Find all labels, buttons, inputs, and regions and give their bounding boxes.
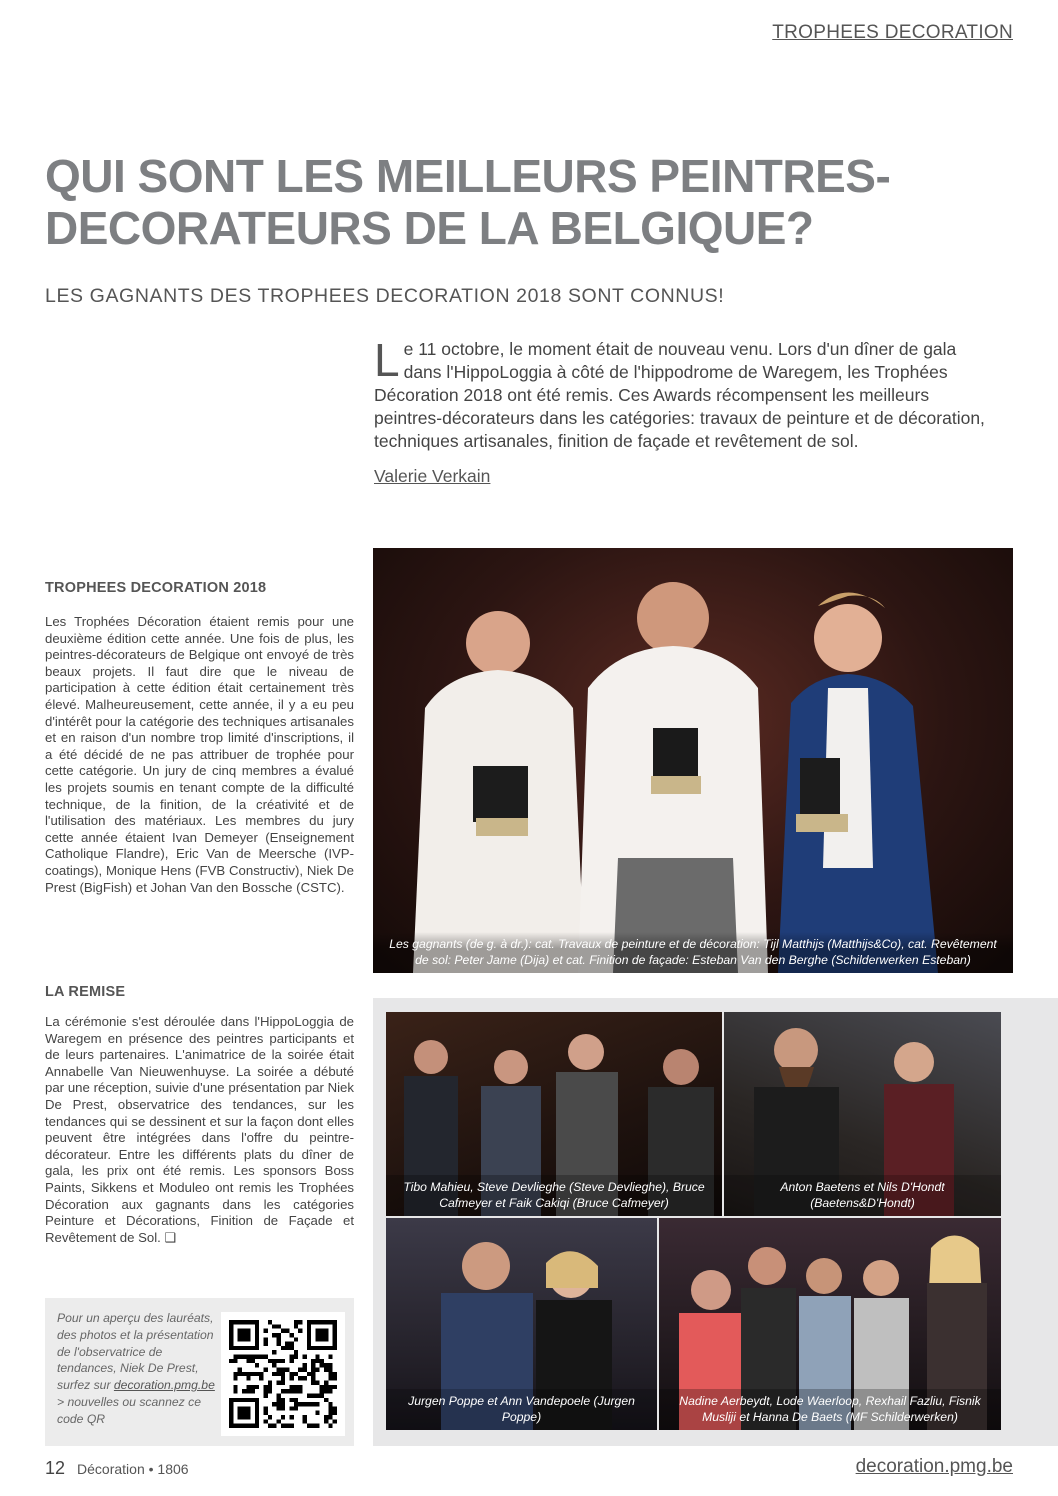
event-caption-2: Anton Baetens et Nils D'Hondt (Baetens&D'Hondt): [724, 1175, 1001, 1216]
event-photo-3: [386, 1218, 657, 1430]
subhead: LES GAGNANTS DES TROPHEES DECORATION 2018 SONT CONNUS!: [45, 285, 725, 307]
section-heading-trophees: TROPHEES DECORATION 2018: [45, 580, 267, 596]
magazine-issue: Décoration • 1806: [77, 1461, 189, 1477]
remise-text: La cérémonie s'est déroulée dans l'HippoLoggia de Waregem en présence des peintres participants et de leurs partenaires. L'animatrice de la soirée était Annabelle Van Nieuwenhuyse. La soirée a débuté par une réception, suivie d'une présentation par Niek De Prest, observatrice des tendances, sur les tendances qui se dessinent et sur la façon dont elles peuvent être intégrées dans l'offre du peintre-décorateur. Entre les différents plats du dîner de gala, les prix ont été remis. Les sponsors Boss Paints, Sikkens et Moduleo ont remis les Trophées Décoration aux gagnants dans les catégories Peinture et Décorations, Finition de Façade et Revêtement de Sol.: [45, 1014, 354, 1245]
event-caption-3: Jurgen Poppe et Ann Vandepoele (Jurgen Poppe): [386, 1389, 657, 1430]
qr-code[interactable]: [221, 1312, 345, 1436]
event-photo-2: [724, 1012, 1001, 1216]
footer-left: [45, 1458, 189, 1479]
section-tag: TROPHEES DECORATION: [772, 22, 1013, 43]
qr-text: [57, 1310, 217, 1428]
page-number: 12: [45, 1458, 66, 1478]
qr-text-after: > nouvelles ou scannez ce code QR: [57, 1394, 201, 1426]
lead-paragraph: [374, 334, 994, 453]
lead-text: e 11 octobre, le moment était de nouveau venu. Lors d'un dîner de gala dans l'HippoLoggia à côté de l'hippodrome de Waregem, les Trophées Décoration 2018 ont été remis. Ces Awards récompensent les meilleurs peintres-décorateurs dans les catégories: travaux de peinture et de décoration, techniques artisanales, finition de façade et revêtement de sol.: [374, 339, 985, 451]
qr-box: [45, 1298, 354, 1446]
qr-text-before: Pour un aperçu des lauréats, des photos et la présentation de l'observatrice de tendances, Niek De Prest, surfez sur: [57, 1311, 214, 1393]
event-caption-4: Nadine Aerbeydt, Lode Waerloop, Rexhail Fazliu, Fisnik Musliji et Hanna De Baets (MF Schilderwerken): [659, 1389, 1001, 1430]
winners-caption: Les gagnants (de g. à dr.): cat. Travaux de peinture et de décoration: Tijl Matthijs (Matthijs&Co), cat. Revêtement de sol: Peter Jame (Dija) et cat. Finition de façade: Esteban Van den Berghe (Schilderwerken Esteban): [373, 932, 1013, 973]
dropcap: L: [374, 334, 400, 386]
qr-link[interactable]: decoration.pmg.be: [113, 1378, 215, 1393]
winners-illustration: [373, 548, 1013, 973]
event-photo-1: [386, 1012, 722, 1216]
end-mark: ❑: [164, 1229, 177, 1245]
headline: QUI SONT LES MEILLEURS PEINTRES-DECORATEURS DE LA BELGIQUE?: [45, 150, 891, 254]
event-caption-1: Tibo Mahieu, Steve Devlieghe (Steve Devlieghe), Bruce Cafmeyer et Faik Cakiqi (Bruce Cafmeyer): [386, 1175, 722, 1216]
winners-photo: [373, 548, 1013, 973]
section-text-trophees: Les Trophées Décoration étaient remis pour une deuxième édition cette année. Une fois de plus, les peintres-décorateurs de Belgique ont envoyé de très beaux projets. Il faut dire que le niveau de participation à cette édition était certainement très élevé. Malheureusement, cette année, il y a eu peu d'intérêt pour la catégorie des techniques artisanales et en raison d'un nombre trop limité d'inscriptions, il a été décidé de ne pas attribuer de trophée pour cette catégorie. Un jury de cinq membres a évalué les projets soumis en tenant compte de la difficulté technique, de la finition, de la créativité et de l'utilisation des matériaux. Les membres du jury cette année étaient Ivan Demeyer (Enseignement Catholique Flandre), Eric Van de Meersche (IVP-coatings), Monique Hens (FVB Constructiv), Niek De Prest (BigFish) et Johan Van den Bossche (CSTC).: [45, 614, 354, 895]
author-byline[interactable]: Valerie Verkain: [374, 466, 491, 486]
section-heading-remise: LA REMISE: [45, 984, 126, 1000]
section-text-remise: [45, 1014, 354, 1246]
footer-website[interactable]: decoration.pmg.be: [855, 1456, 1013, 1477]
qr-code-graphic: [229, 1320, 337, 1428]
event-photo-4: [659, 1218, 1001, 1430]
section-trophees: [45, 580, 354, 896]
section-remise: [45, 984, 354, 1246]
